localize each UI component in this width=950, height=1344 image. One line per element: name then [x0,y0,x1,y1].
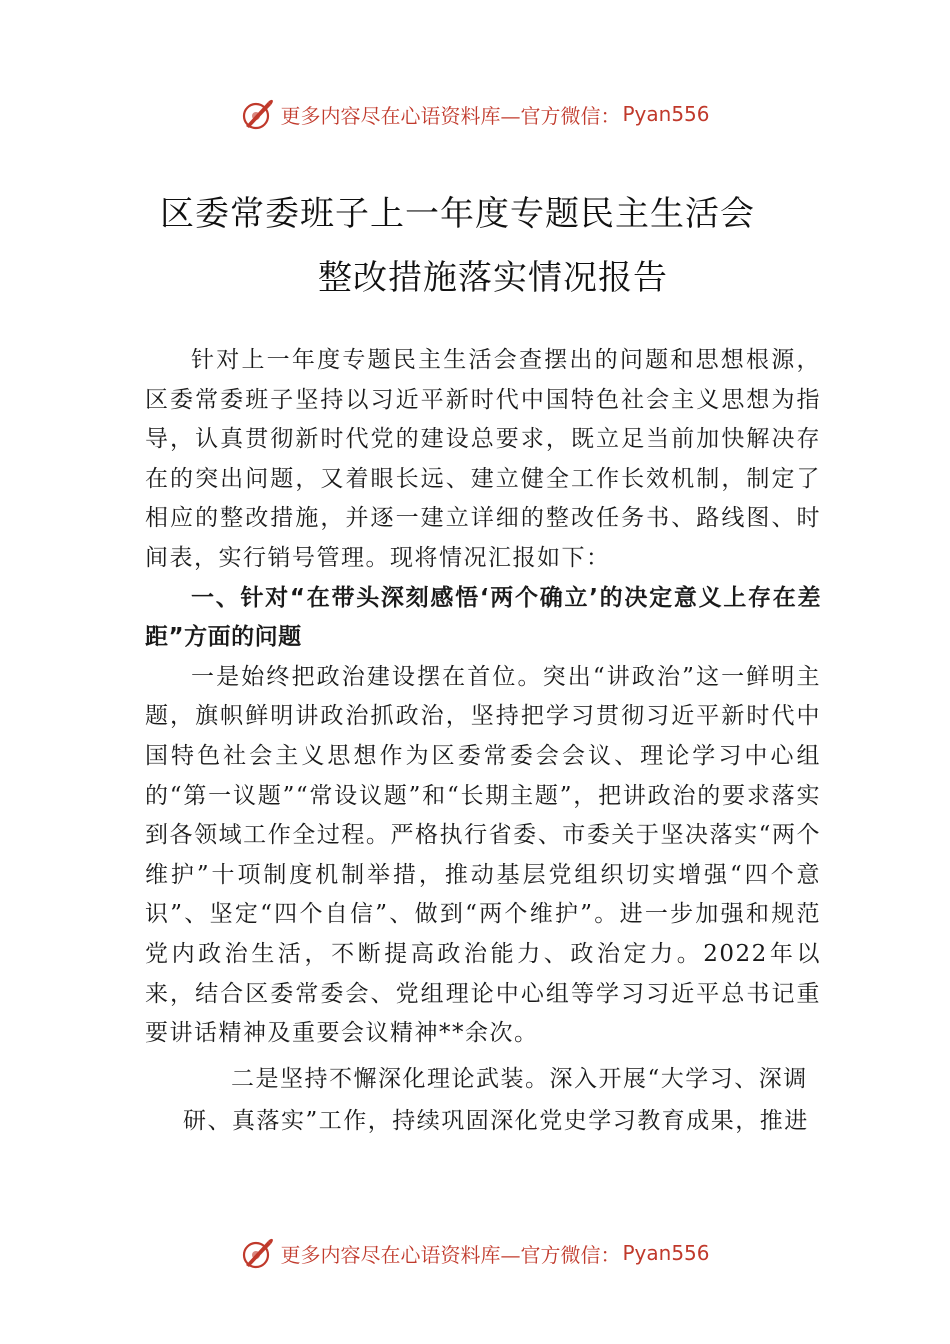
watermark-text: 更多内容尽在心语资料库—官方微信： [280,103,621,128]
document-body [145,341,821,1054]
item-2-paragraph [145,1058,821,1142]
item-1-paragraph: 一是始终把政治建设摆在首位。突出“讲政治”这一鲜明主题，旗帜鲜明讲政治抓政治，坚持把学习贯彻习近平新时代中国特色社会主义思想作为区委常委会会议、理论学习中心组的“第一议题”“常设议题”和“长期主题”，把讲政治的要求落实到各领域工作全过程。严格执行省委、市委关于坚决落实“两个维护”十项制度机制举措，推动基层党组织切实增强“四个意识”、坚定“四个自信”、做到“两个维护”。进一步加强和规范党内政治生活，不断提高政治能力、政治定力。2022年以来，结合区委常委会、党组理论中心组等学习习近平总书记重要讲话精神及重要会议精神**余次。 [145,663,821,1047]
quill-logo-icon [240,96,276,132]
watermark-id: Pyan556 [622,1241,710,1265]
intro-paragraph: 针对上一年度专题民主生活会查摆出的问题和思想根源，区委常委班子坚持以习近平新时代中国特色社会主义思想为指导，认真贯彻新时代党的建设总要求，既立足当前加快解决存在的突出问题，又着眼长远、建立健全工作长效机制，制定了相应的整改措施，并逐一建立详细的整改任务书、路线图、时间表，实行销号管理。现将情况汇报如下： [145,347,821,571]
quill-logo-icon [240,1235,276,1271]
document-title-line1: 区委常委班子上一年度专题民主生活会 [160,194,755,234]
watermark-id: Pyan556 [622,102,710,126]
watermark-text: 更多内容尽在心语资料库—官方微信： [280,1242,621,1267]
item-2-line-1: 二是坚持不懈深化理论武装。深入开展“大学习、深调 [231,1066,808,1092]
watermark-header [0,94,950,134]
document-title-line2: 整改措施落实情况报告 [318,258,668,298]
section-heading-1: 一、针对“在带头深刻感悟‘两个确立’的决定意义上存在差距”方面的问题 [145,584,821,651]
watermark-footer [0,1233,950,1273]
item-2-line-2: 研、真落实”工作，持续巩固深化党史学习教育成果，推进 [183,1108,809,1134]
